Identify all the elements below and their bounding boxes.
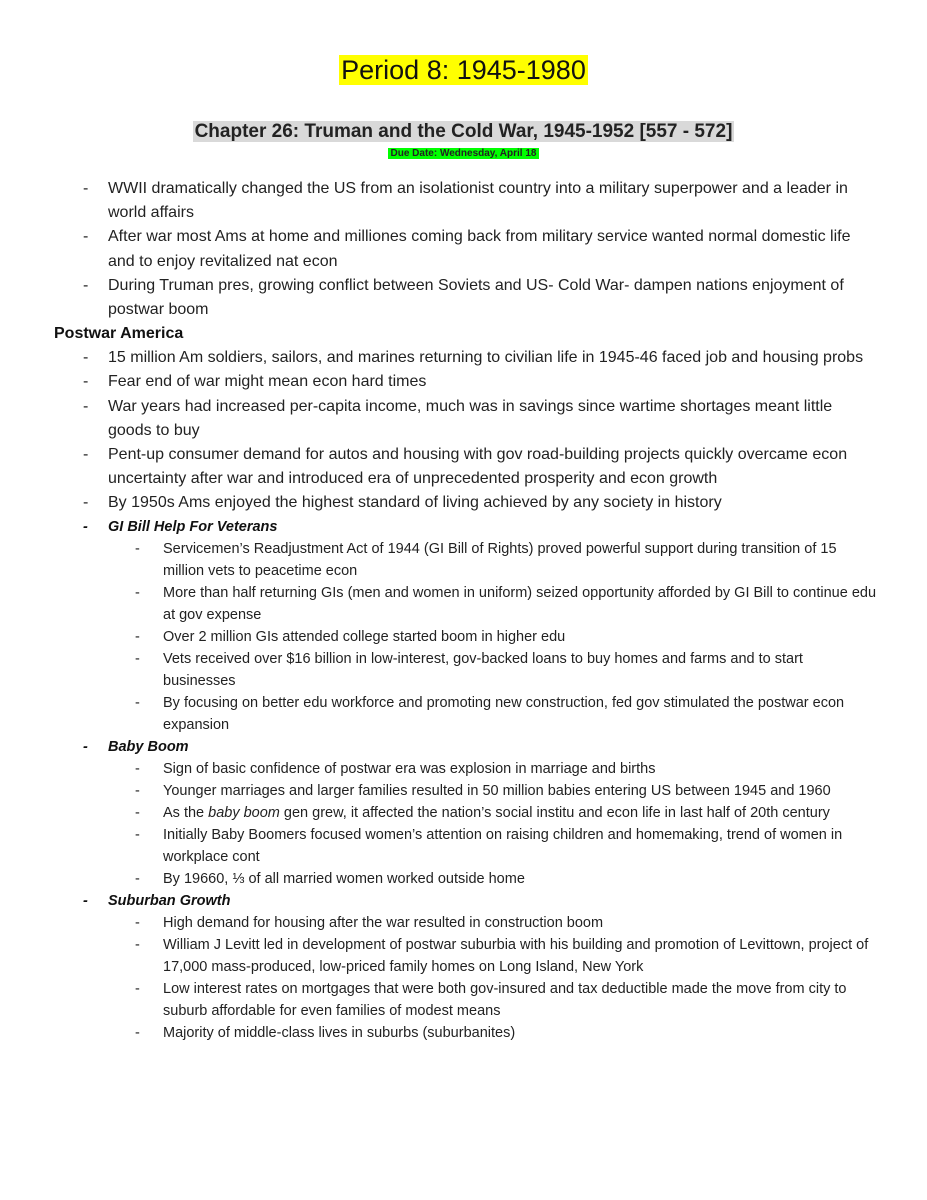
subheading-gi-bill: - GI Bill Help For Veterans: [83, 518, 278, 535]
due-date: [0, 147, 927, 161]
list-item: - As the baby boom gen grew, it affected the nation’s social institu and econ life in last half of 20th century: [135, 804, 830, 821]
list-item: - After war most Ams at home and milliones coming back from military service wanted normal domestic life and to enjoy revitalized nat econ: [83, 228, 851, 270]
list-item: - Sign of basic confidence of postwar era was explosion in marriage and births: [135, 760, 656, 777]
list-item: - Initially Baby Boomers focused women’s attention on raising children and homemaking, trend of women in workplace cont: [135, 826, 843, 865]
list-item: - War years had increased per-capita income, much was in savings since wartime shortages meant little goods to buy: [83, 397, 833, 439]
baby-boom-list: [0, 758, 927, 890]
list-item: - Pent-up consumer demand for autos and housing with gov road-building projects quickly overcame econ uncertainty after war and introduced era of unprecedented prosperity and econ growth: [83, 446, 848, 488]
due-date-text: Due Date: Wednesday, April 18: [388, 148, 540, 159]
list-item: - By focusing on better edu workforce and promoting new construction, fed gov stimulated the postwar econ expansion: [135, 694, 845, 733]
list-item: - More than half returning GIs (men and women in uniform) seized opportunity afforded by GI Bill to continue edu at gov expense: [135, 584, 877, 623]
chapter-heading-text: Chapter 26: Truman and the Cold War, 1945-1952 [557 - 572]: [194, 121, 733, 142]
list-item: - During Truman pres, growing conflict between Soviets and US- Cold War- dampen nations enjoyment of postwar boom: [83, 276, 844, 319]
list-item: - High demand for housing after the war resulted in construction boom: [135, 914, 604, 931]
list-item: - William J Levitt led in development of postwar suburbia with his building and promotion of Levittown, project of 17,000 mass-produced, low-priced family homes on Long Island, New York: [135, 936, 869, 975]
subheading-baby-boom: - Baby Boom: [83, 738, 189, 755]
list-item: - By 19660, ⅓ of all married women worked outside home: [135, 870, 525, 887]
list-item: - Younger marriages and larger families resulted in 50 million babies entering US between 1945 and 1960: [135, 782, 831, 799]
period-title: [0, 50, 927, 90]
list-item: - Majority of middle-class lives in suburbs (suburbanites): [135, 1024, 516, 1041]
suburban-list: [0, 912, 927, 1044]
chapter-heading: [0, 118, 927, 146]
list-item: - Low interest rates on mortgages that were both gov-insured and tax deductible made the move from city to suburb affordable for even families of modest means: [135, 980, 847, 1019]
postwar-list: [0, 346, 927, 1043]
section-heading-postwar: Postwar America: [54, 325, 184, 343]
gi-bill-list: [0, 538, 927, 736]
subheading-suburban-growth: - Suburban Growth: [83, 892, 231, 909]
notes-body: [0, 177, 927, 1044]
gi-bill-block: [0, 538, 927, 736]
list-item: - Servicemen’s Readjustment Act of 1944 (GI Bill of Rights) proved powerful support during transition of 15 million vets to peacetime econ: [135, 540, 837, 579]
list-item: - By 1950s Ams enjoyed the highest standard of living achieved by any society in history: [83, 494, 722, 512]
list-item: - WWII dramatically changed the US from an isolationist country into a military superpower and a leader in world affairs: [83, 180, 848, 222]
period-title-text: Period 8: 1945-1980: [341, 55, 586, 85]
list-item: - Over 2 million GIs attended college started boom in higher edu: [135, 628, 566, 645]
suburban-block: [0, 912, 927, 1044]
baby-boom-block: [0, 758, 927, 890]
list-item: - Fear end of war might mean econ hard times: [83, 373, 427, 391]
intro-list: [0, 177, 927, 322]
list-item: - Vets received over $16 billion in low-interest, gov-backed loans to buy homes and farms and to start businesses: [135, 650, 803, 689]
list-item: - 15 million Am soldiers, sailors, and marines returning to civilian life in 1945-46 faced job and housing probs: [83, 349, 864, 367]
